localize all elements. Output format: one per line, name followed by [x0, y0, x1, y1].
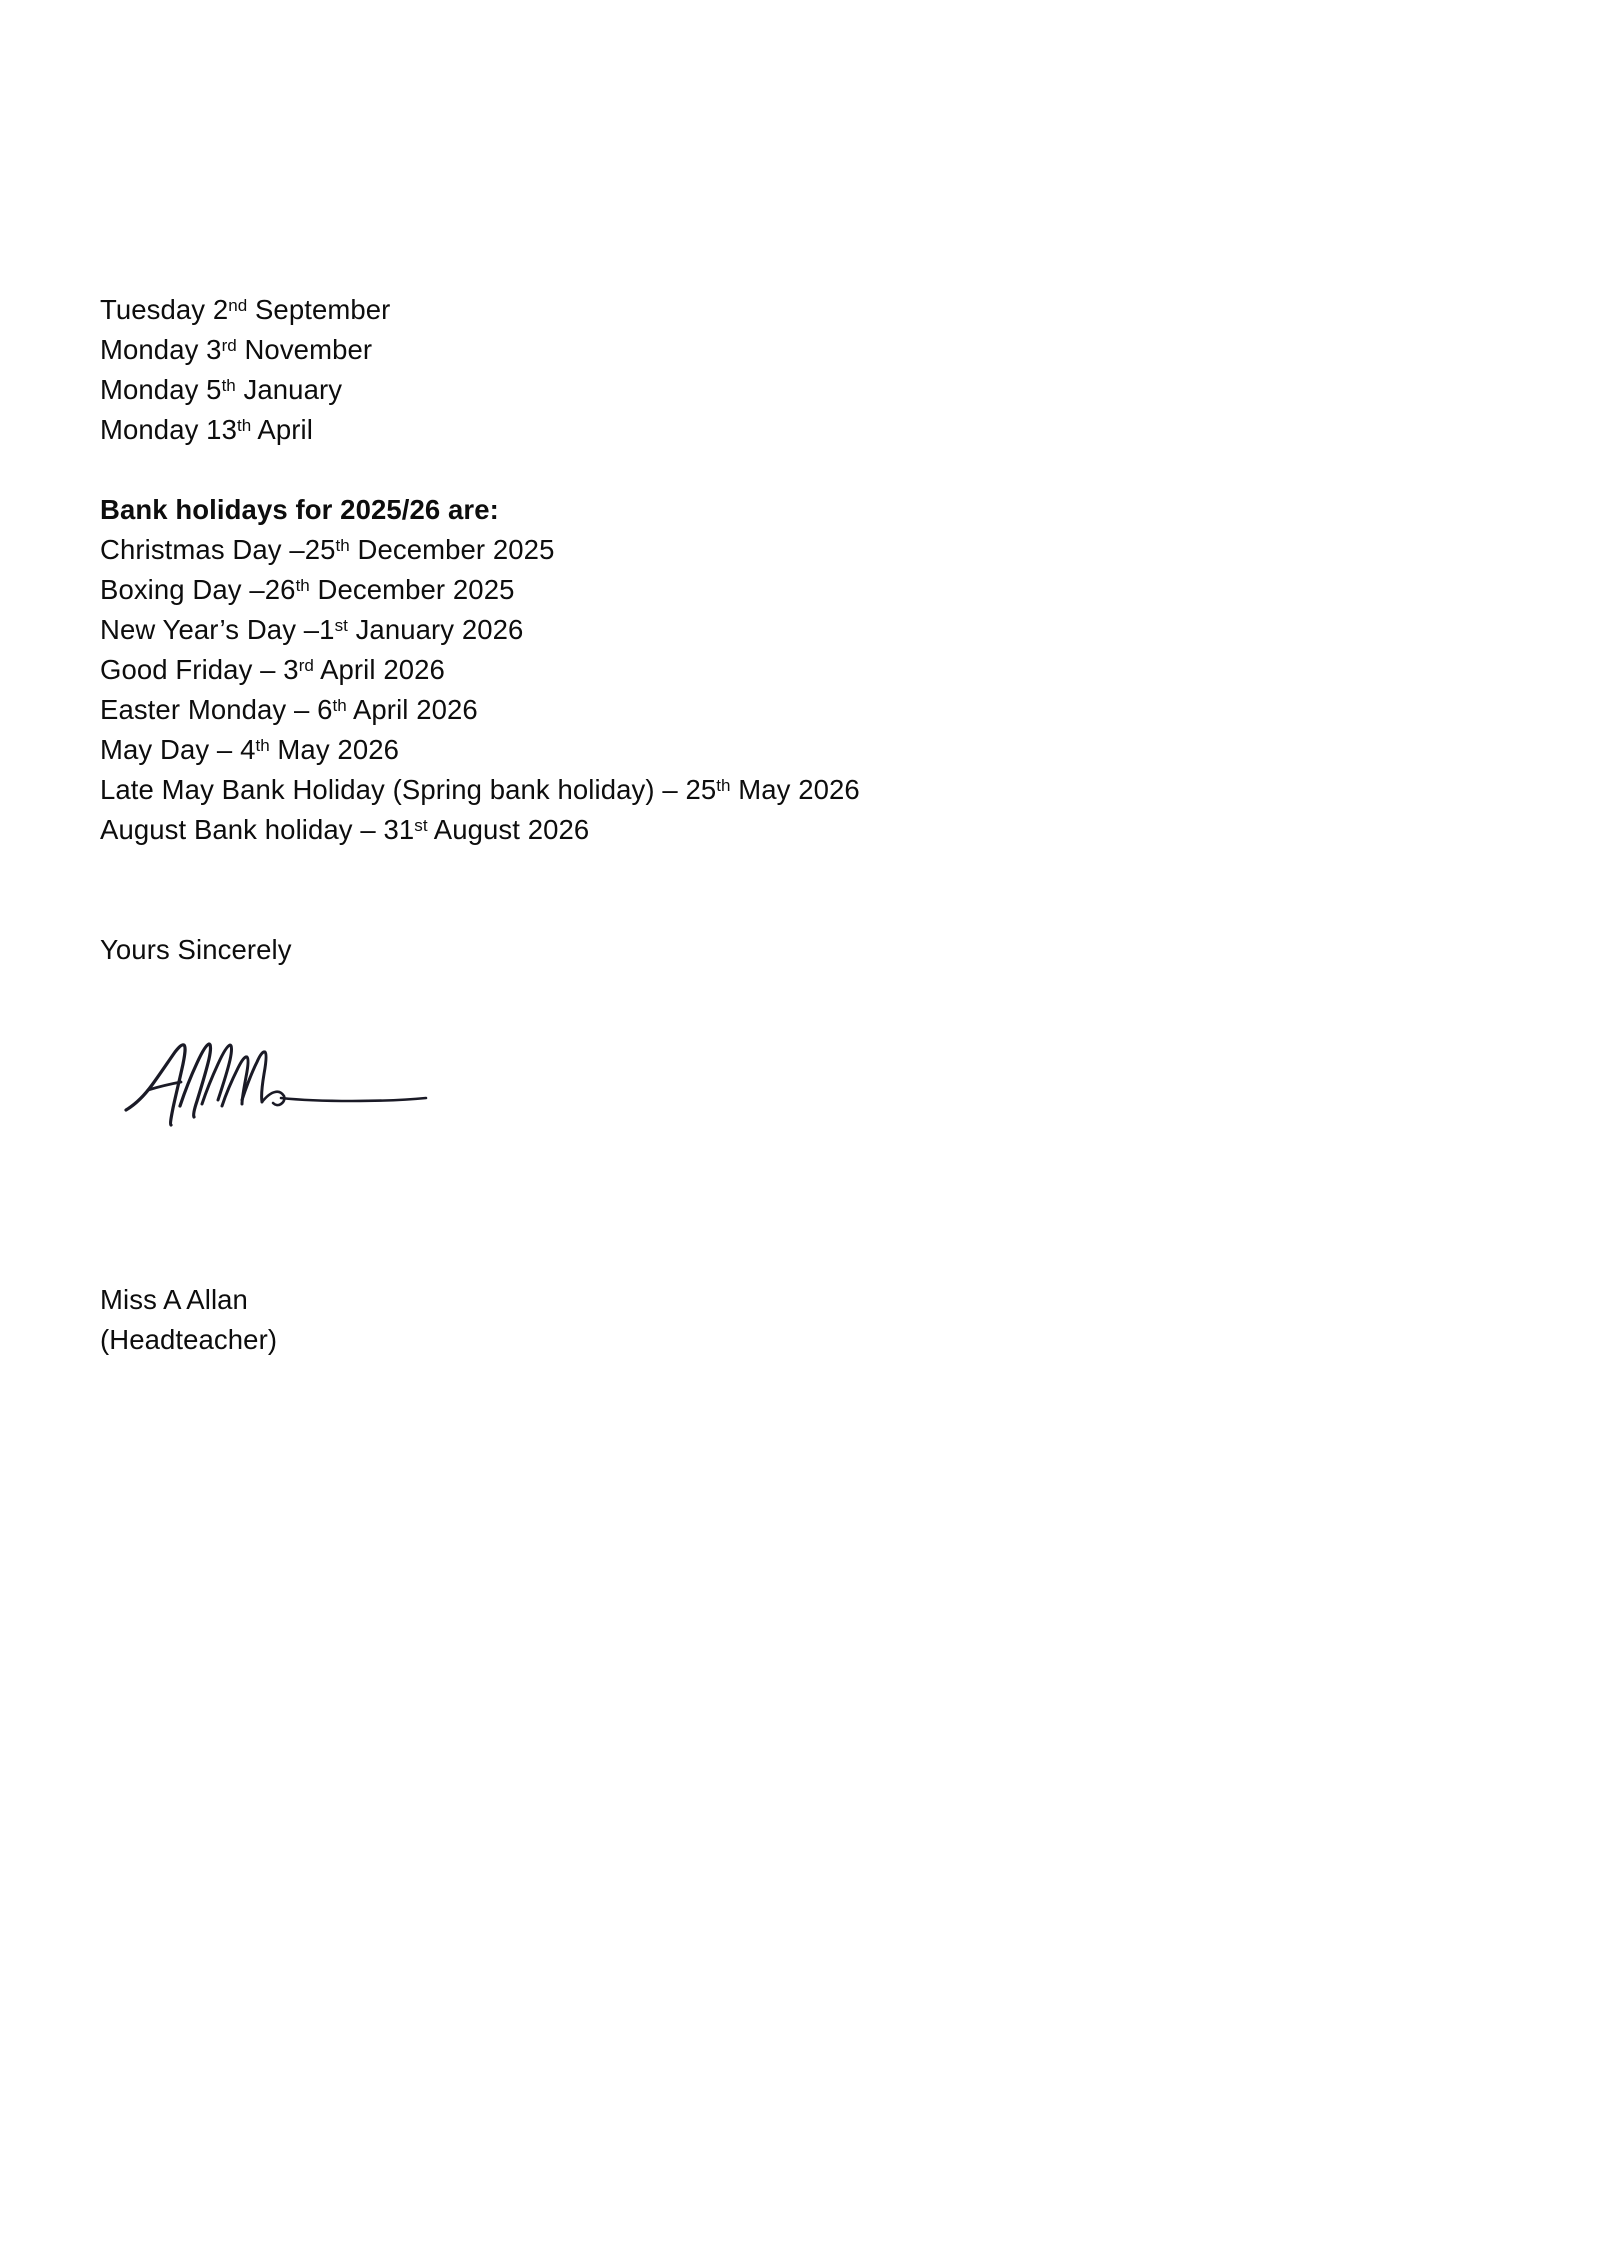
signature-block: [100, 1010, 1480, 1160]
bank-holidays-heading: Bank holidays for 2025/26 are:: [100, 494, 499, 525]
paragraph-gap: [100, 970, 1480, 1010]
bank-holiday-date: January 2026: [347, 614, 524, 645]
bank-holiday-text: New Year’s Day –1: [100, 614, 335, 645]
term-date-text: Tuesday 2: [100, 294, 229, 325]
term-date-month: September: [247, 294, 391, 325]
paragraph-gap: [100, 850, 1480, 930]
signatory-name: Miss A Allan: [100, 1284, 248, 1315]
term-date-text: Monday 5: [100, 374, 222, 405]
bank-holiday-date: April 2026: [313, 654, 445, 685]
bank-holiday-text: Easter Monday – 6: [100, 694, 333, 725]
term-date-line: [100, 410, 1480, 450]
term-date-line: [100, 370, 1480, 410]
term-date-text: Monday 13: [100, 414, 237, 445]
term-date-month: January: [235, 374, 343, 405]
bank-holiday-text: Late May Bank Holiday (Spring bank holiday) – 25: [100, 774, 717, 805]
bank-holiday-text: May Day – 4: [100, 734, 256, 765]
paragraph-gap: [100, 1160, 1480, 1280]
ordinal-suffix: th: [332, 696, 347, 716]
bank-holiday-date: December 2025: [309, 574, 515, 605]
ordinal-suffix: st: [414, 816, 428, 836]
term-date-line: [100, 330, 1480, 370]
paragraph-gap: [100, 450, 1480, 490]
signatory-title: (Headteacher): [100, 1324, 278, 1355]
bank-holiday-line: [100, 610, 1480, 650]
bank-holiday-date: May 2026: [269, 734, 399, 765]
bank-holiday-date: May 2026: [730, 774, 860, 805]
bank-holiday-line: [100, 810, 1480, 850]
bank-holiday-date: August 2026: [427, 814, 590, 845]
bank-holiday-text: August Bank holiday – 31: [100, 814, 415, 845]
ordinal-suffix: th: [255, 736, 270, 756]
closing-salutation: Yours Sincerely: [100, 934, 292, 965]
bank-holiday-line: [100, 530, 1480, 570]
ordinal-suffix: st: [334, 616, 348, 636]
ordinal-suffix: rd: [298, 656, 314, 676]
ordinal-suffix: nd: [228, 296, 248, 316]
bank-holiday-text: Good Friday – 3: [100, 654, 299, 685]
bank-holiday-line: [100, 570, 1480, 610]
bank-holiday-text: Boxing Day –26: [100, 574, 296, 605]
ordinal-suffix: rd: [221, 336, 237, 356]
ordinal-suffix: th: [295, 576, 310, 596]
bank-holiday-date: December 2025: [349, 534, 555, 565]
letter-body: [100, 290, 1480, 1360]
ordinal-suffix: th: [335, 536, 350, 556]
ordinal-suffix: th: [236, 416, 252, 436]
term-date-line: [100, 290, 1480, 330]
bank-holiday-line: [100, 650, 1480, 690]
bank-holiday-line: [100, 770, 1480, 810]
ordinal-suffix: th: [221, 376, 236, 396]
term-date-month: April: [251, 414, 313, 445]
term-date-month: November: [236, 334, 373, 365]
ordinal-suffix: th: [716, 776, 731, 796]
bank-holiday-line: [100, 690, 1480, 730]
bank-holiday-text: Christmas Day –25: [100, 534, 336, 565]
bank-holiday-date: April 2026: [346, 694, 478, 725]
bank-holiday-line: [100, 730, 1480, 770]
term-date-text: Monday 3: [100, 334, 222, 365]
signature-image: [118, 1014, 438, 1129]
